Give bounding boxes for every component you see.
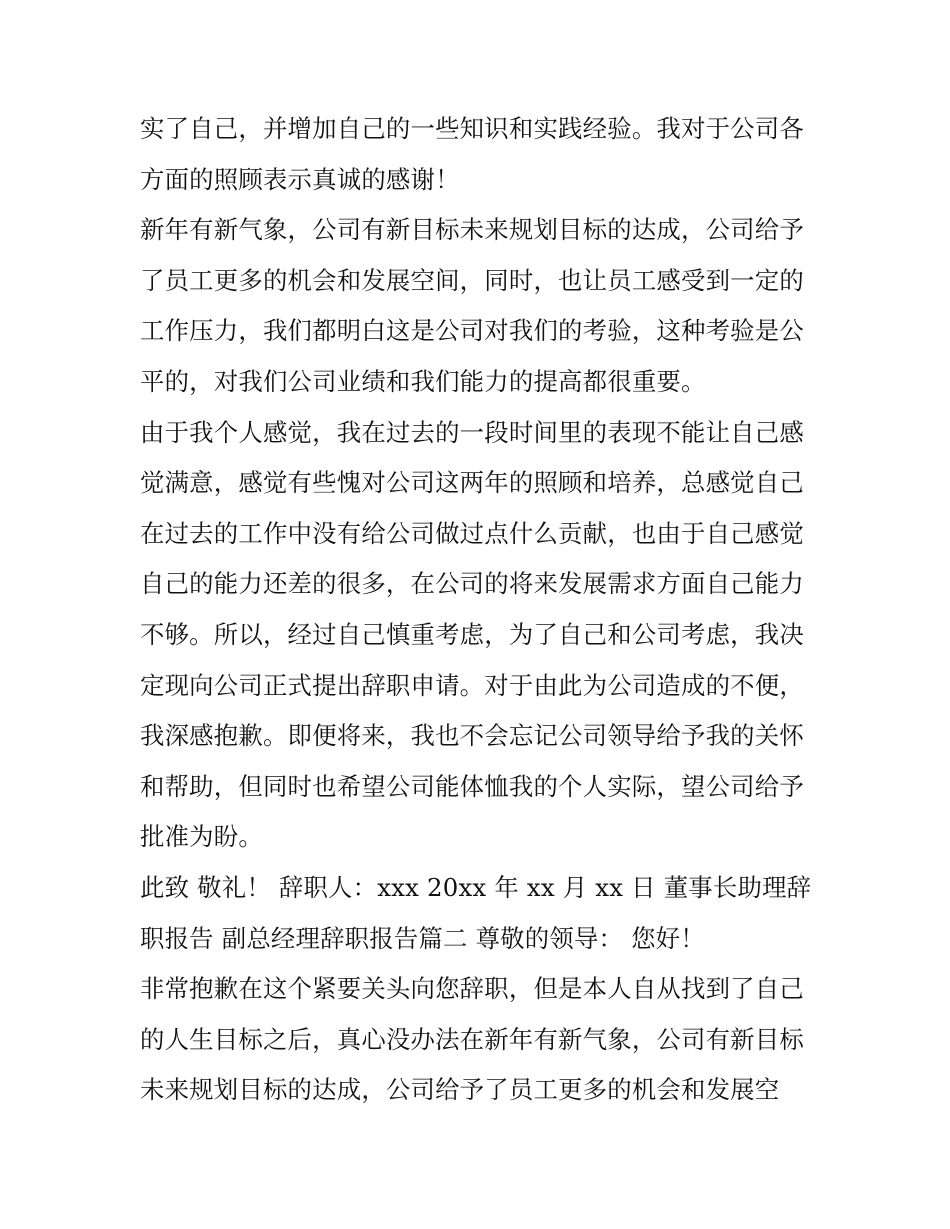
paragraph-5: 非常抱歉在这个紧要关头向您辞职，但是本人自从找到了自己的人生目标之后，真心没办法在新年有新气象，公司有新目标未来规划目标的达成，公司给予了员工更多的机会和发展空 bbox=[140, 974, 804, 1105]
paragraph-3: 由于我个人感觉，我在过去的一段时间里的表现不能让自己感觉满意，感觉有些愧对公司这两年的照顾和培养，总感觉自己在过去的工作中没有给公司做过点什么贡献，也由于自己感觉自己的能力还差的很多，在公司的将来发展需求方面自己能力不够。所以，经过自己慎重考虑，为了自己和公司考虑，我决定现向公司正式提出辞职申请。对于由此为公司造成的不便，我深感抱歉。即便将来，我也不会忘记公司领导给予我的关怀和帮助，但同时也希望公司能体恤我的个人实际，望公司给予批准为盼。 bbox=[140, 417, 804, 852]
paragraph-2: 新年有新气象，公司有新目标未来规划目标的达成，公司给予了员工更多的机会和发展空间，同时，也让员工感受到一定的工作压力，我们都明白这是公司对我们的考验，这种考验是公平的，对我们公司业绩和我们能力的提高都很重要。 bbox=[140, 215, 804, 396]
paragraph-4: 此致 敬礼！ 辞职人：xxx 20xx 年 xx 月 xx 日 董事长助理辞职报告 副总经理辞职报告篇二 尊敬的领导： 您好！ bbox=[140, 872, 812, 953]
document-body bbox=[140, 104, 820, 1116]
paragraph-1: 实了自己，并增加自己的一些知识和实践经验。我对于公司各方面的照顾表示真诚的感谢！ bbox=[140, 114, 804, 194]
